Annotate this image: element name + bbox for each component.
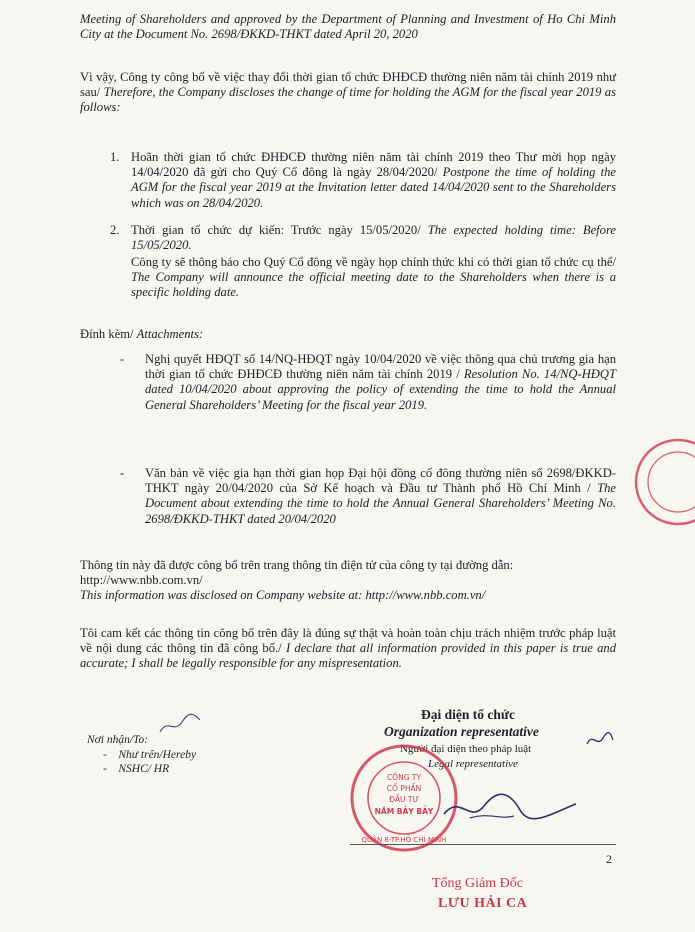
svg-text:CÔNG TY: CÔNG TY xyxy=(386,773,422,782)
svg-text:QUẬN 8-TP.HỒ CHÍ MINH: QUẬN 8-TP.HỒ CHÍ MINH xyxy=(361,836,447,844)
director-name: LƯU HẢI CA xyxy=(438,896,528,911)
legal-rep-vi: Người đại diện theo pháp luật xyxy=(400,743,532,755)
page-number: 2 xyxy=(606,852,612,866)
recipient-2: - NSHC/ HR xyxy=(103,763,170,775)
disclosure-url: http://www.nbb.com.vn/ xyxy=(80,573,203,587)
svg-text:NĂM BẢY BẢY: NĂM BẢY BẢY xyxy=(374,807,434,816)
recipients-heading: Nơi nhận/To: xyxy=(87,734,148,746)
org-rep-title-vi: Đại diện tổ chức xyxy=(421,707,515,722)
recipient-initials xyxy=(158,712,202,738)
list-number-2: 2. xyxy=(110,223,120,237)
disclosure-vi: Thông tin này đã được công bố trên trang thông tin điện tử của công ty tại đường dẫn: xyxy=(80,558,514,572)
org-rep-title-en: Organization representative xyxy=(384,724,539,739)
attachment-dash-2: - xyxy=(120,466,125,480)
attachment-item-2: Văn bản về việc gia hạn thời gian họp Đại hội đồng cổ đông thường niên số 2698/ĐKKD-THKT ngày 20/04/2020 của Sở Kế hoạch và Đầu tư Thành phố Hồ Chí Minh / The Document about extending the time to hold the Annual General Shareholders’ Meeting No. 2698/ĐKKD-THKT dated 20/04/2020 xyxy=(145,466,616,526)
initials-mark xyxy=(585,730,615,750)
disclosure-en: This information was disclosed on Company website at: http://www.nbb.com.vn/ xyxy=(80,588,486,602)
list-item-2: Thời gian tổ chức dự kiến: Trước ngày 15/05/2020/ The expected holding time: Before 15/05/2020. xyxy=(131,223,616,253)
attachment-item-1: Nghị quyết HĐQT số 14/NQ-HĐQT ngày 10/04/2020 về việc thông qua chủ trương gia hạn thời gian tổ chức ĐHĐCĐ thường niên năm tài chính 2019 / Resolution No. 14/NQ-HĐQT dated 10/04/2020 about approving the policy of extending the time to hold the Annual General Shareholders’ Meeting for the fiscal year 2019. xyxy=(145,352,616,412)
svg-text:CỔ PHẦN: CỔ PHẦN xyxy=(386,784,422,793)
intro-continuation: Meeting of Shareholders and approved by the Department of Planning and Investment of Ho Chi Minh City at the Document No. 2698/ĐKKD-THKT dated April 20, 2020 xyxy=(80,12,616,42)
list-item-2-note: Công ty sẽ thông báo cho Quý Cổ đông về ngày họp chính thức khi có thời gian tổ chức cụ thể/ The Company will announce the official meeting date to the Shareholders when there is a specific holding date. xyxy=(131,255,616,300)
recipient-1: - Như trên/Hereby xyxy=(103,749,197,761)
declaration-paragraph: Tôi cam kết các thông tin công bố trên đây là đúng sự thật và hoàn toàn chịu trách nhiệm trước pháp luật về nội dung các thông tin đã công bố./ I declare that all information provided in this paper is true and accurate; I shall be legally responsible for any mispresentation. xyxy=(80,626,616,671)
legal-rep-en: Legal representative xyxy=(428,758,518,770)
footer-divider xyxy=(350,844,616,845)
side-seal xyxy=(622,436,695,528)
attachments-heading: Đính kèm/ Attachments: xyxy=(80,327,204,341)
director-signature xyxy=(440,784,580,830)
list-number-1: 1. xyxy=(110,150,120,164)
list-item-1: Hoãn thời gian tổ chức ĐHĐCĐ thường niên năm tài chính 2019 theo Thư mời họp ngày 14/04/2020 đã gửi cho Quý Cổ đông là ngày 28/04/2020/ Postpone the time of holding the AGM for the fiscal year 2019 at the Invitation letter dated 14/04/2020 sent to the Shareholders which was on 28/04/2020. xyxy=(131,150,616,210)
director-title: Tổng Giám Đốc xyxy=(432,876,523,891)
svg-text:ĐẦU TƯ: ĐẦU TƯ xyxy=(389,795,419,804)
attachment-dash-1: - xyxy=(120,352,125,366)
announcement-paragraph: Vì vậy, Công ty công bố về việc thay đổi thời gian tổ chức ĐHĐCĐ thường niên năm tài chính 2019 như sau/ Therefore, the Company discloses the change of time for holding the AGM for the fiscal year 2019 as follows: xyxy=(80,70,616,115)
